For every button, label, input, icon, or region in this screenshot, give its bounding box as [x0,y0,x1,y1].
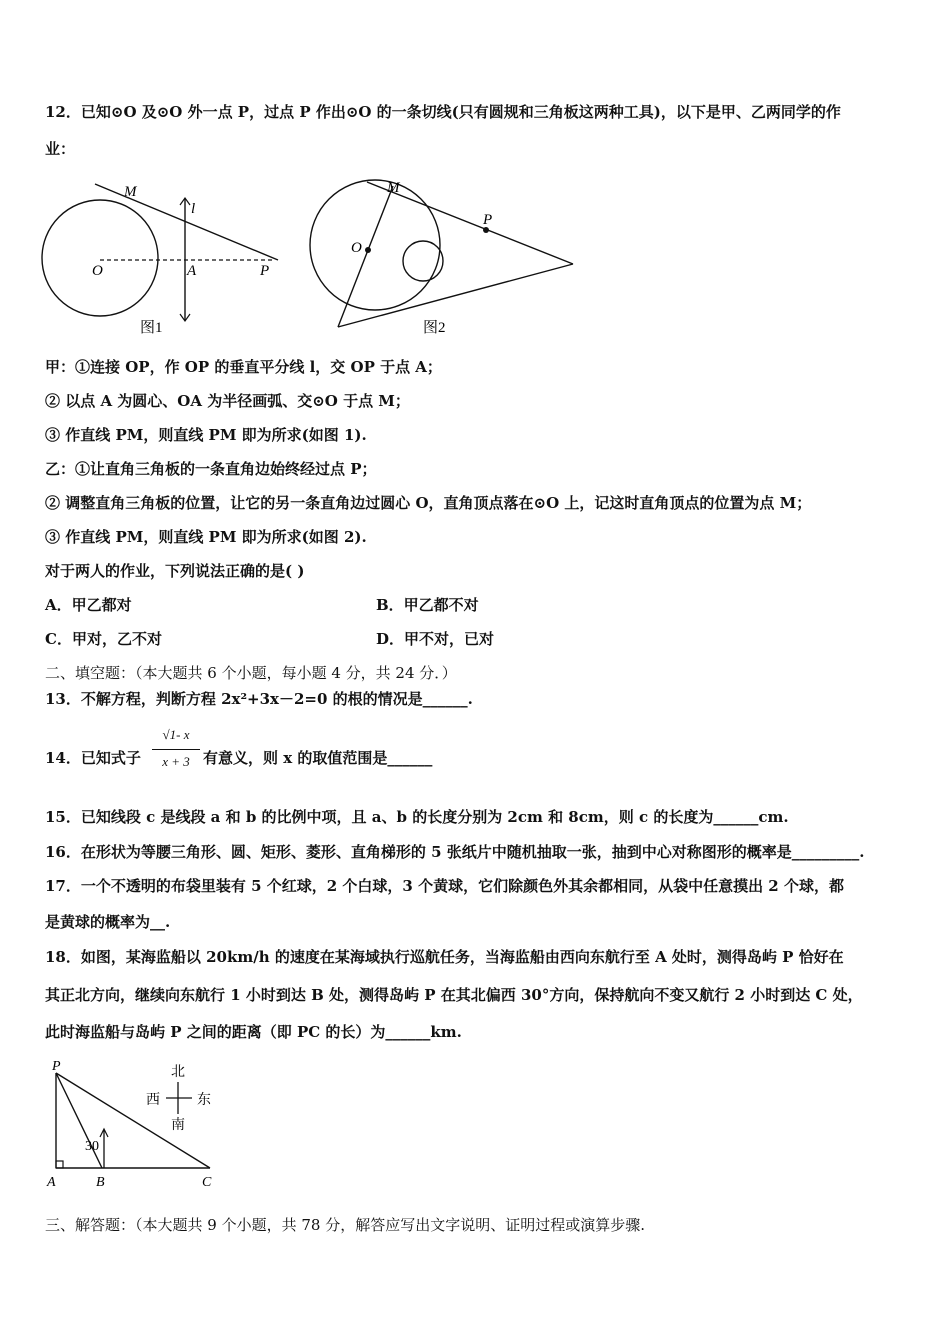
q17-line1: 17．一个不透明的布袋里装有 5 个红球，2 个白球，3 个黄球，它们除颜色外其余都相同，从袋中任意摸出 2 个球，都 [45,877,844,895]
q12-yi-step1: 乙：①让直角三角板的一条直角边始终经过点 P； [45,460,377,478]
fig1-tangent-pm [95,184,278,260]
q12-stem-line1: 12．已知⊙O 及⊙O 外一点 P，过点 P 作出⊙O 的一条切线(只有圆规和三角板这两种工具)，以下是甲、乙两同学的作 [45,103,841,121]
fig1-label-a: A [187,263,197,279]
q15-text: 15．已知线段 c 是线段 a 和 b 的比例中项，且 a、b 的长度分别为 2cm 和 8cm，则 c 的长度为______cm. [45,808,789,826]
fig2-point-o [365,247,371,253]
q12-jia-step3: ③ 作直线 PM，则直线 PM 即为所求(如图 1). [45,426,367,444]
q14-fraction-bar [152,749,200,750]
fig1-label-m: M [124,184,137,200]
fig1-circle-o [42,200,158,316]
fig2-label-m: M [387,180,400,196]
compass-north: 北 [171,1065,185,1080]
q18-label-p: P [52,1059,61,1074]
section-2-heading: 二、填空题：（本大题共 6 个小题，每小题 4 分，共 24 分．） [45,664,457,682]
q18-label-b: B [96,1175,105,1190]
q12-yi-step3: ③ 作直线 PM，则直线 PM 即为所求(如图 2). [45,528,367,546]
fig1-label-o: O [92,263,103,279]
fig2-label-o: O [351,240,362,256]
q18-right-angle-mark [56,1161,63,1168]
section-3-heading: 三、解答题：（本大题共 9 个小题，共 78 分，解答应写出文字说明、证明过程或演算步骤. [45,1216,645,1234]
q18-line2: 其正北方向，继续向东航行 1 小时到达 B 处，测得岛屿 P 在其北偏西 30°方向，保持航向不变又航行 2 小时到达 C 处， [45,986,863,1004]
q12-option-b: B．甲乙都不对 [376,596,479,614]
q14-suffix: 有意义，则 x 的取值范围是______ [203,749,433,767]
compass-west: 西 [146,1093,160,1108]
q14-denominator: x + 3 [162,754,190,769]
fig2-label-p: P [483,212,493,228]
q14-numerator: √1- x [162,727,190,742]
q12-yi-step2: ② 调整直角三角板的位置，让它的另一条直角边过圆心 O，直角顶点落在⊙O 上，记这时直角顶点的位置为点 M； [45,494,812,512]
q17-line2: 是黄球的概率为__. [45,913,171,931]
fig2-small-circle [403,241,443,281]
fig2-line-bottom [338,264,573,327]
q12-option-d: D．甲不对，已对 [376,630,495,648]
q18-label-a: A [47,1175,56,1190]
q18-line3: 此时海监船与岛屿 P 之间的距离（即 PC 的长）为______km. [45,1023,462,1041]
q12-option-c: C．甲对，乙不对 [45,630,162,648]
fig2-caption: 图2 [423,320,446,336]
q13-text: 13．不解方程，判断方程 2x²+3x－2=0 的根的情况是______. [45,690,473,708]
q16-text: 16．在形状为等腰三角形、圆、矩形、菱形、直角梯形的 5 张纸片中随机抽取一张，抽到中心对称图形的概率是_________. [45,843,865,861]
fig1-caption: 图1 [140,320,163,336]
fig1-label-p: P [260,263,270,279]
q18-label-c: C [202,1175,212,1190]
q18-label-angle: 30 [85,1139,99,1154]
fig2-circle-o [310,180,440,310]
compass-east: 东 [197,1093,211,1108]
q12-jia-step2: ② 以点 A 为圆心、OA 为半径画弧、交⊙O 于点 M； [45,392,410,410]
q18-figure [42,1058,232,1193]
q12-option-a: A．甲乙都对 [45,596,132,614]
q12-jia-step1: 甲：①连接 OP，作 OP 的垂直平分线 l，交 OP 于点 A； [45,358,442,376]
fig2-line-mo [338,186,393,327]
q12-stem-line2: 业： [45,140,76,158]
q18-line1: 18．如图，某海监船以 20km/h 的速度在某海域执行巡航任务，当海监船由西向东航行至 A 处时，测得岛屿 P 恰好在 [45,948,844,966]
q14-prefix: 14．已知式子 [45,749,141,767]
compass-south: 南 [171,1118,185,1133]
figure-1 [40,178,290,340]
figure-2 [305,172,585,340]
fig1-label-l: l [191,201,196,217]
q12-question: 对于两人的作业，下列说法正确的是( ) [45,562,305,580]
